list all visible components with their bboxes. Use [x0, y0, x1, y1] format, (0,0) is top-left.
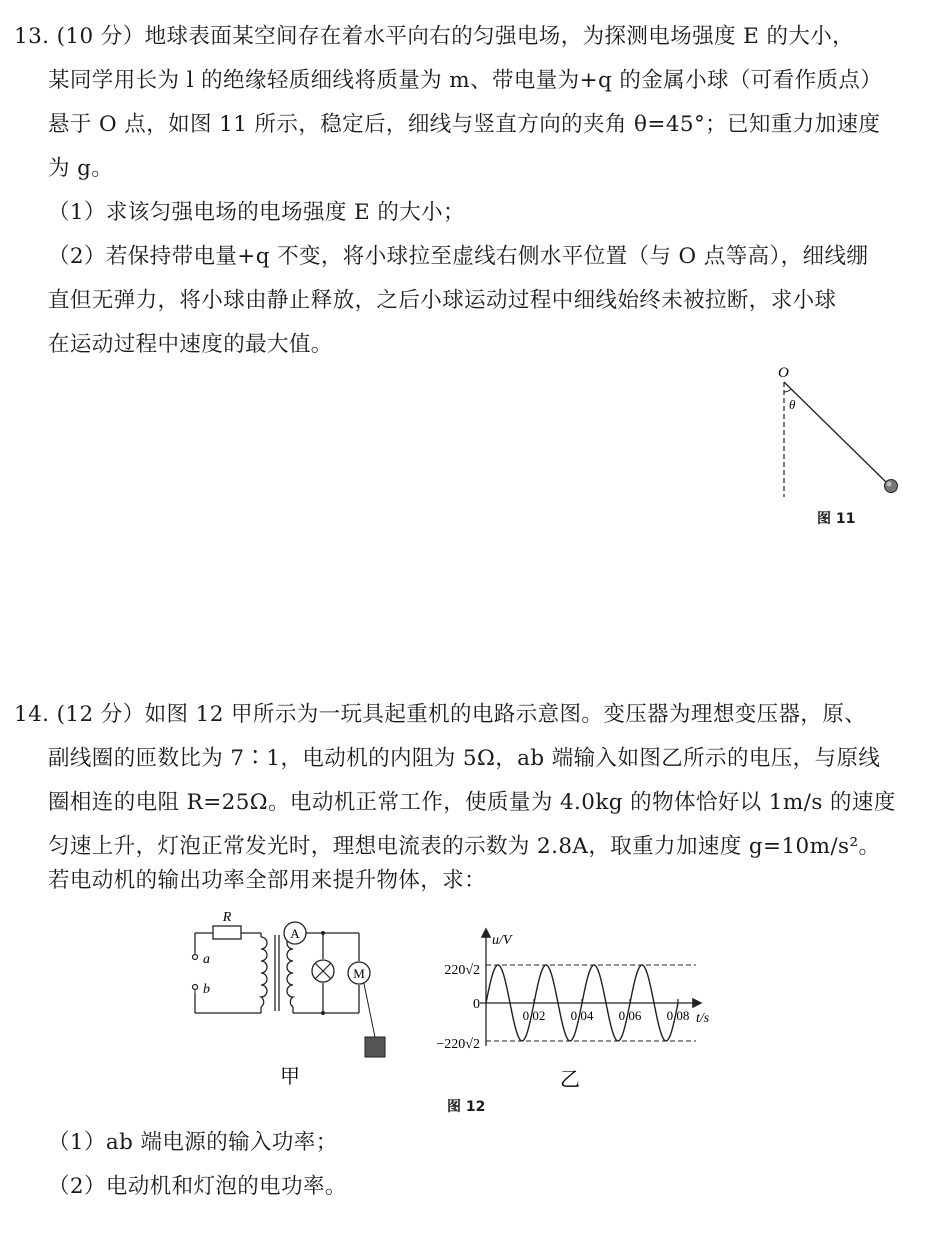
figure-12-caption: 图 12	[447, 1099, 486, 1115]
x-axis-label: t/s	[696, 1011, 710, 1026]
q14-sub-1: （1）ab 端电源的输入功率；	[48, 1130, 338, 1155]
ammeter-label: A	[290, 926, 300, 941]
terminal-a	[193, 955, 198, 960]
junction-dot	[321, 1011, 325, 1015]
circuit-diagram	[185, 905, 395, 1095]
motor-label: M	[353, 966, 365, 981]
q13-sub-1: （1）求该匀强电场的电场强度 E 的大小；	[48, 200, 465, 225]
q13-line-3: 悬于 O 点，如图 11 所示，稳定后，细线与竖直方向的夹角 θ=45°；已知重力加速度	[48, 112, 881, 137]
figure-11-caption: 图 11	[817, 511, 856, 527]
x-tick-label: 0.04	[570, 1008, 594, 1023]
q14-line-2: 副线圈的匝数比为 7∶1，电动机的内阻为 5Ω，ab 端输入如图乙所示的电压，与原线	[48, 746, 881, 771]
weight-block	[365, 1037, 385, 1057]
x-tick-label: 0.02	[522, 1008, 546, 1023]
x-tick-label: 0.06	[618, 1008, 642, 1023]
q14-line-5: 若电动机的输出功率全部用来提升物体，求：	[48, 868, 487, 893]
angle-arc	[784, 389, 791, 392]
rope	[363, 979, 375, 1037]
x-tick-label: 0.08	[666, 1008, 690, 1023]
terminal-b-label: b	[203, 982, 210, 997]
q13-line-2: 某同学用长为 l 的绝缘轻质细线将质量为 m、带电量为+q 的金属小球（可看作质点）	[48, 68, 883, 93]
ball-highlight	[887, 482, 892, 487]
resistor-r	[213, 926, 241, 939]
origin-label: 0	[473, 997, 480, 1012]
theta-label: θ	[789, 397, 796, 412]
q14-line-1: 14. (12 分）如图 12 甲所示为一玩具起重机的电路示意图。变压器为理想变压器，原、	[14, 702, 867, 727]
resistor-label: R	[222, 910, 232, 925]
q13-line-4: 为 g。	[48, 156, 114, 181]
q13-sub-2-line-2: 直但无弹力，将小球由静止释放，之后小球运动过程中细线始终未被拉断，求小球	[48, 288, 837, 313]
junction-dot	[321, 931, 325, 935]
point-o-label: O	[778, 365, 789, 381]
q14-sub-2: （2）电动机和灯泡的电功率。	[48, 1174, 347, 1199]
y-axis-label: u/V	[492, 933, 512, 948]
y-min-label: −220√2	[436, 1037, 480, 1052]
q13-sub-2-line-3: 在运动过程中速度的最大值。	[48, 332, 333, 357]
q13-sub-2-line-1: （2）若保持带电量+q 不变，将小球拉至虚线右侧水平位置（与 O 点等高），细线绷	[48, 244, 869, 269]
terminal-b	[193, 985, 198, 990]
voltage-graph	[420, 922, 720, 1092]
q14-line-4: 匀速上升，灯泡正常发光时，理想电流表的示数为 2.8A，取重力加速度 g=10m/s²。	[48, 834, 881, 859]
q13-line-1: 13. (10 分）地球表面某空间存在着水平向右的匀强电场，为探测电场强度 E 的大小，	[14, 24, 855, 49]
circuit-sublabel: 甲	[280, 1066, 300, 1088]
primary-coil	[261, 937, 267, 1007]
q14-line-3: 圈相连的电阻 R=25Ω。电动机正常工作，使质量为 4.0kg 的物体恰好以 1m/s 的速度	[48, 790, 896, 815]
secondary-coil	[287, 937, 293, 1007]
graph-sublabel: 乙	[560, 1069, 580, 1091]
string-line	[784, 382, 887, 483]
y-max-label: 220√2	[444, 963, 480, 978]
charged-ball	[885, 480, 898, 493]
terminal-a-label: a	[203, 952, 210, 967]
